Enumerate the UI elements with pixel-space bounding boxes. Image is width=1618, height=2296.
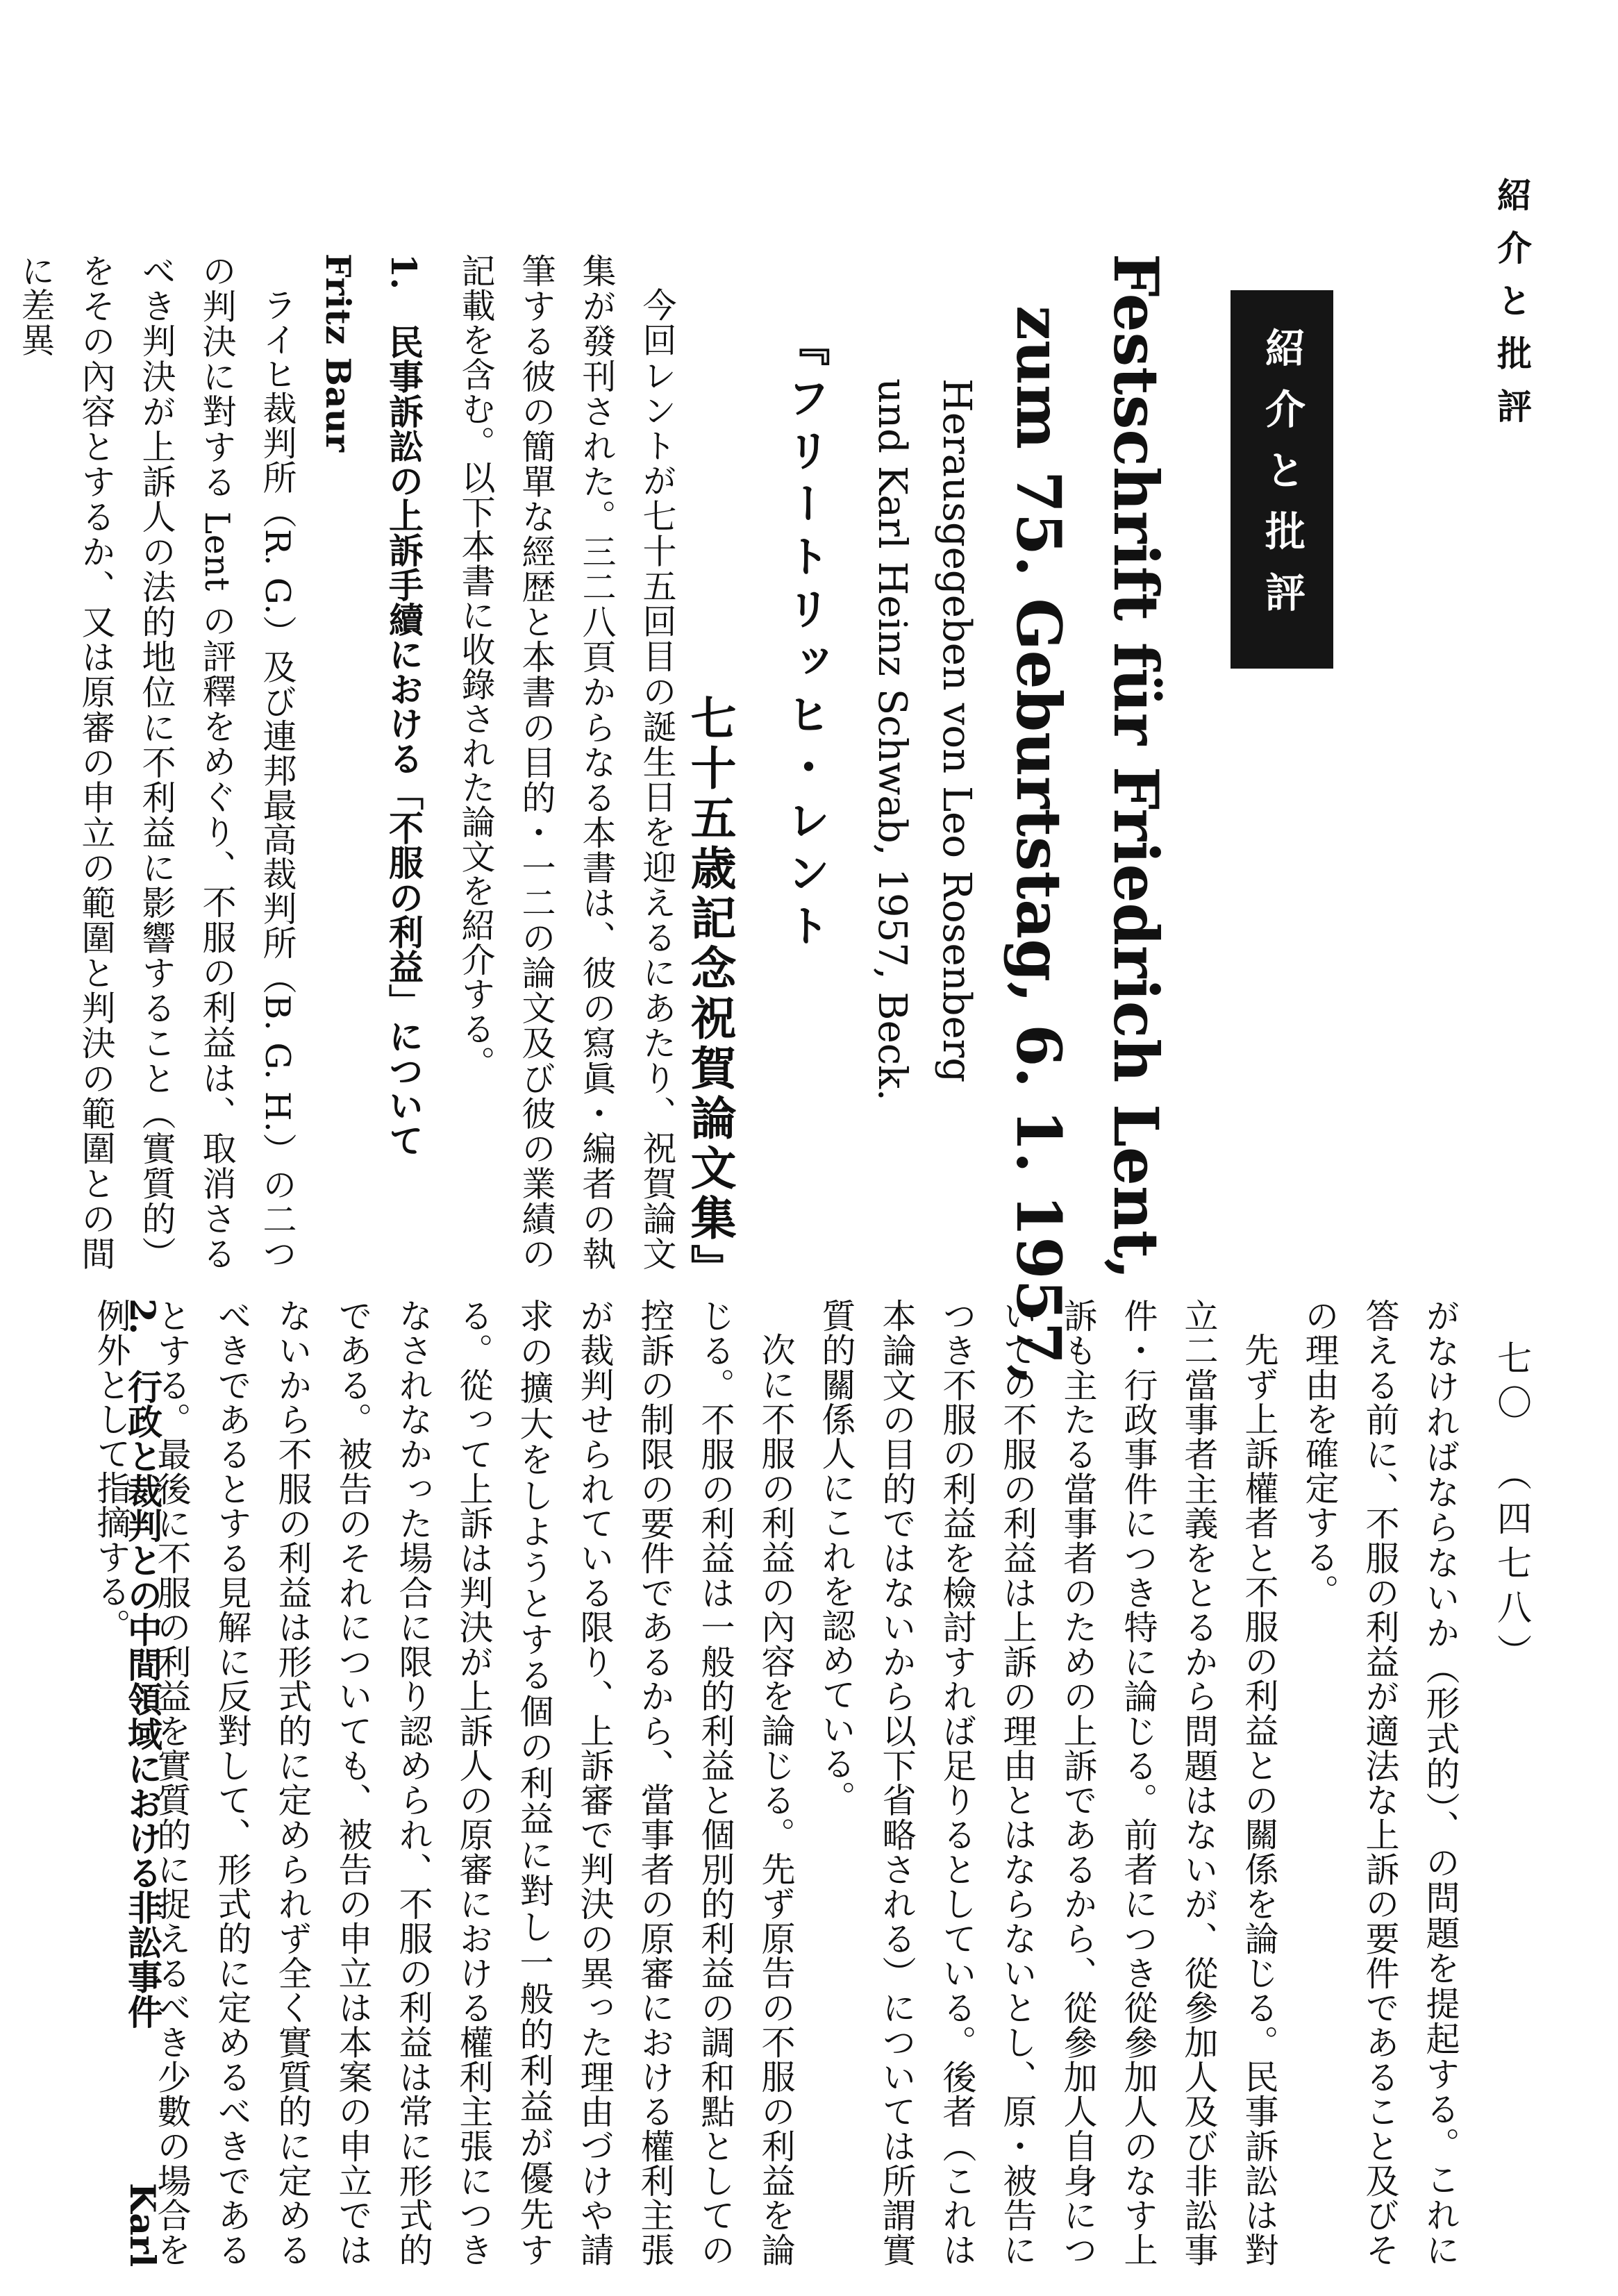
- intro-text: 今回レントが七十五回目の誕生日を迎えるにあたり、祝賀論文集が發刊された。三二八頁からなる本書は、彼の寫眞・編者の執筆する彼の簡單な經歴と本書の目的・一二の論文及び彼の業績の記載を含む。以下本書に收錄された論文を紹介する。: [456, 253, 677, 1271]
- item-2-author: Karl: [122, 2182, 163, 2267]
- lower-paragraph-1: がなければならないか（形式的）、の問題を提起する。これに答える前に、不服の利益が適法な上訴の要件であること及びその理由を確定する。: [1300, 1298, 1460, 2267]
- section-header: 紹介と批評: [1492, 177, 1533, 441]
- japanese-title-line-1: 『フリートリッヒ・レント: [780, 323, 831, 956]
- item-2-row: [97, 1298, 174, 2267]
- intro-paragraph: [437, 253, 687, 1271]
- book-title-line-1: Festschrift für Friedrich Lent,: [1100, 253, 1172, 1280]
- section-heading-box: [1231, 290, 1333, 669]
- item-1-body: [0, 253, 368, 1271]
- book-title-line-2: zum 75. Geburtstag, 6. 1. 1957,: [1003, 305, 1075, 1386]
- section-heading-label: 紹介と批評: [1258, 326, 1306, 632]
- book-editors-line-1: Herausgegeben von Leo Rosenberg: [934, 378, 979, 1083]
- japanese-title-line-2: 七十五歳記念祝賀論文集』: [683, 694, 737, 1294]
- lower-paragraph-2: 先ず上訴權者と不服の利益との關係を論じる。民事訴訟は對立二當事者主義をとるから問題はないが、從參加人及び非訟事件・行政事件につき特に論じる。前者につき從參加人のなす上訴も主たる當事者のための上訴であるから、從參加人自身についての不服の利益は上訴の理由とはならないとし、原・被告につき不服の利益を檢討すれば足りるとしている。後者（これは本論文の目的ではないから以下省略される）については所謂實質的關係人にこれを認めている。: [817, 1298, 1279, 2267]
- book-editors-line-2: und Karl Heinz Schwab, 1957, Beck.: [869, 378, 915, 1101]
- page-number: 七〇 （四七八）: [1492, 1340, 1532, 1678]
- item-1-author: Fritz Baur: [318, 253, 358, 453]
- lower-paragraph-3: 次に不服の利益の內容を論じる。先ず原告の不服の利益を論じる。不服の利益は一般的利益と個別的利益の調和點としての控訴の制限の要件であるから、當事者の原審における權利主張が裁判せられている限り、上訴審で判決の異った理由づけや請求の擴大をしようとする個の利益に對し一般的利益が優先する。從って上訴は判決が上訴人の原審における權利主張につきなされなかった場合に限り認められ、不服の利益は常に形式的である。被告のそれについても、被告の申立は本案の申立ではないから不服の利益は形式的に定められず全く實質的に定めるべきであるとする見解に反對して、形式的に定めるべきであるとする。最後に不服の利益を實質的に捉えるべき少數の場合を例外として指摘する。: [92, 1298, 796, 2267]
- item-2-heading: 2. 行政と裁判との中間領域における非訟事件: [122, 1298, 163, 2029]
- item-1-heading: 1. 民事訴訟の上訴手續における「不服の利益」について: [383, 253, 424, 1158]
- item-1-text: ライヒ裁判所（R. G.）及び連邦最高裁判所（B. G. H.）の二つの判決に對する Lent の評釋をめぐり、不服の利益は、取消さるべき判決が上訴人の法的地位に不利益に影響すること（實質的）をその內容とするか、又は原審の申立の範圍と判決の範圍との間に差異: [16, 253, 297, 1271]
